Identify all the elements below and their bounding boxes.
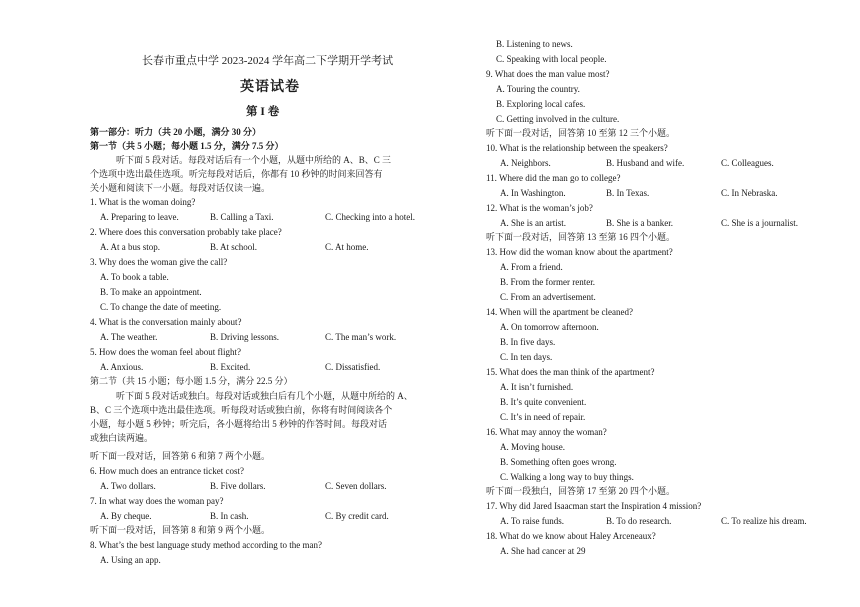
direction-line: 听下面一段对话，回答第 6 和第 7 两个小题。 (90, 451, 271, 461)
option-a: A. Anxious. (100, 362, 144, 372)
option-c: C. Speaking with local people. (496, 54, 607, 64)
option-a: A. The weather. (100, 332, 158, 342)
option-c: C. At home. (325, 242, 369, 252)
option-c: C. The man’s work. (325, 332, 397, 342)
option-c: C. Checking into a hotel. (325, 212, 415, 222)
section1-instruction-line: 听下面 5 段对话。每段对话后有一个小题，从题中所给的 A、B、C 三 (116, 155, 392, 165)
option-a: A. It isn’t furnished. (500, 382, 574, 392)
option-b: B. To make an appointment. (100, 287, 202, 297)
option-a: A. Using an app. (100, 555, 161, 565)
question-stem: 11. Where did the man go to college? (486, 173, 621, 183)
option-c: C. Seven dollars. (325, 481, 387, 491)
option-c: C. In Nebraska. (721, 188, 778, 198)
option-a: A. She had cancer at 29 (500, 546, 586, 556)
option-a: A. From a friend. (500, 262, 563, 272)
option-b: B. In cash. (210, 511, 249, 521)
option-b: B. In five days. (500, 337, 556, 347)
question-stem: 1. What is the woman doing? (90, 197, 196, 207)
option-b: B. She is a banker. (606, 218, 673, 228)
option-a: A. Preparing to leave. (100, 212, 179, 222)
option-c: C. She is a journalist. (721, 218, 798, 228)
question-stem: 7. In what way does the woman pay? (90, 496, 224, 506)
option-b: B. In Texas. (606, 188, 650, 198)
option-c: C. Getting involved in the culture. (496, 114, 620, 124)
question-stem: 6. How much does an entrance ticket cost? (90, 466, 244, 476)
option-c: C. By credit card. (325, 511, 389, 521)
question-stem: 15. What does the man think of the apartment? (486, 367, 655, 377)
option-b: B. Something often goes wrong. (500, 457, 617, 467)
section2-heading: 第二节（共 15 小题；每小题 1.5 分，满分 22.5 分） (90, 376, 293, 386)
option-c: C. Walking a long way to buy things. (500, 472, 634, 482)
exam-title: 长春市重点中学 2023-2024 学年高二下学期开学考试 (142, 55, 394, 67)
question-stem: 16. What may annoy the woman? (486, 427, 607, 437)
section1-instruction-line: 关小题和阅读下一小题。每段对话仅读一遍。 (90, 183, 271, 193)
section2-instruction-line: 听下面 5 段对话或独白。每段对话或独白后有几个小题，从题中所给的 A、 (116, 391, 413, 401)
option-a: A. At a bus stop. (100, 242, 161, 252)
option-a: A. In Washington. (500, 188, 566, 198)
option-c: C. From an advertisement. (500, 292, 596, 302)
direction-line: 听下面一段对话，回答第 13 至第 16 四个小题。 (486, 232, 676, 242)
option-b: B. It’s quite convenient. (500, 397, 587, 407)
question-stem: 8. What’s the best language study method according to the man? (90, 540, 323, 550)
question-stem: 17. Why did Jared Isaacman start the Inspiration 4 mission? (486, 501, 702, 511)
option-c: C. In ten days. (500, 352, 553, 362)
option-c: C. To realize his dream. (721, 516, 807, 526)
option-b: B. Five dollars. (210, 481, 266, 491)
question-stem: 9. What does the man value most? (486, 69, 610, 79)
subject-title: 英语试卷 (240, 80, 300, 95)
option-a: A. To raise funds. (500, 516, 564, 526)
option-c: C. Dissatisfied. (325, 362, 381, 372)
option-b: B. From the former renter. (500, 277, 595, 287)
question-stem: 2. Where does this conversation probably take place? (90, 227, 282, 237)
direction-line: 听下面一段对话，回答第 8 和第 9 两个小题。 (90, 525, 271, 535)
direction-line: 听下面一段对话，回答第 10 至第 12 三个小题。 (486, 128, 676, 138)
question-stem: 18. What do we know about Haley Arceneaux? (486, 531, 656, 541)
option-b: B. Driving lessons. (210, 332, 280, 342)
option-b: B. Excited. (210, 362, 251, 372)
section2-instruction-line: 小题，每小题 5 秒钟；听完后，各小题将给出 5 秒钟的作答时间。每段对话 (90, 419, 388, 429)
option-a: A. She is an artist. (500, 218, 566, 228)
question-stem: 3. Why does the woman give the call? (90, 257, 228, 267)
option-a: A. On tomorrow afternoon. (500, 322, 599, 332)
question-stem: 12. What is the woman’s job? (486, 203, 593, 213)
option-a: A. By cheque. (100, 511, 152, 521)
option-c: C. It’s in need of repair. (500, 412, 586, 422)
option-b: B. At school. (210, 242, 258, 252)
part1-heading: 第一部分：听力（共 20 小题，满分 30 分） (90, 127, 262, 137)
question-stem: 13. How did the woman know about the apartment? (486, 247, 673, 257)
option-a: A. Moving house. (500, 442, 565, 452)
volume-title: 第 I 卷 (246, 106, 280, 118)
question-stem: 10. What is the relationship between the speakers? (486, 143, 668, 153)
option-b: B. Husband and wife. (606, 158, 685, 168)
option-b: B. To do research. (606, 516, 672, 526)
option-b: B. Exploring local cafes. (496, 99, 586, 109)
question-stem: 4. What is the conversation mainly about? (90, 317, 242, 327)
option-a: A. To book a table. (100, 272, 169, 282)
option-b: B. Listening to news. (496, 39, 573, 49)
option-c: C. Colleagues. (721, 158, 774, 168)
section1-heading: 第一节（共 5 小题；每小题 1.5 分，满分 7.5 分） (90, 141, 284, 151)
section2-instruction-line: B、C 三个选项中选出最佳选项。听每段对话或独白前，你将有时间阅读各个 (90, 405, 393, 415)
question-stem: 14. When will the apartment be cleaned? (486, 307, 634, 317)
option-b: B. Calling a Taxi. (210, 212, 274, 222)
section1-instruction-line: 个选项中选出最佳选项。听完每段对话后，你都有 10 秒钟的时间来回答有 (90, 169, 383, 179)
question-stem: 5. How does the woman feel about flight? (90, 347, 241, 357)
option-a: A. Two dollars. (100, 481, 156, 491)
option-a: A. Touring the country. (496, 84, 580, 94)
option-a: A. Neighbors. (500, 158, 551, 168)
section2-instruction-line: 或独白读两遍。 (90, 433, 154, 443)
option-c: C. To change the date of meeting. (100, 302, 222, 312)
direction-line: 听下面一段独白，回答第 17 至第 20 四个小题。 (486, 486, 676, 496)
